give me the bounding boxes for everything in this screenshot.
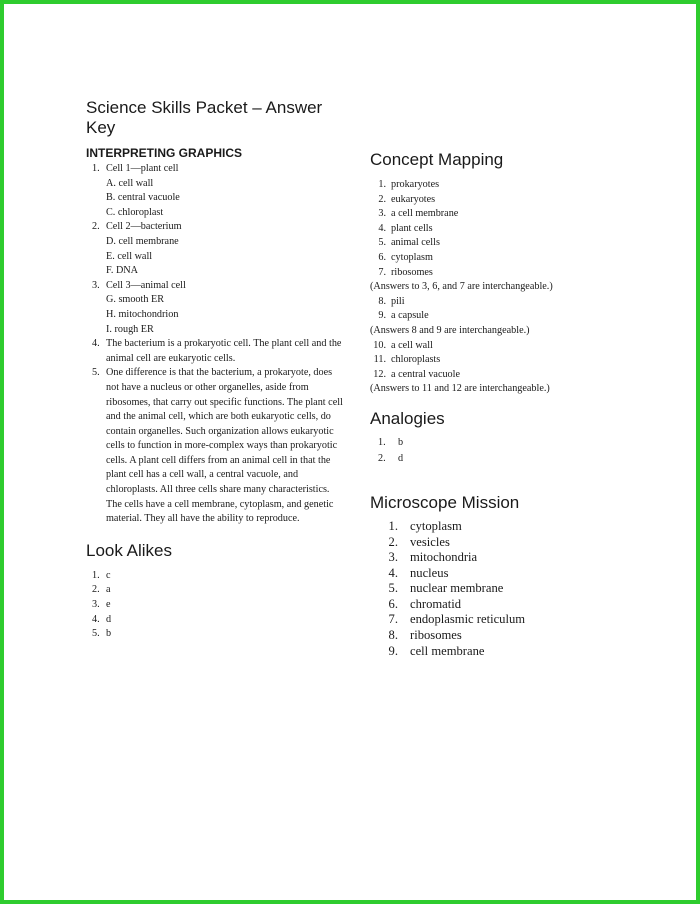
right-column (370, 150, 670, 659)
item-text: plant cells (391, 222, 433, 234)
list-item (370, 207, 670, 222)
item-number: 4. (378, 222, 386, 234)
item-number: 2. (378, 452, 386, 464)
item-number: 2. (378, 193, 386, 205)
list-item (370, 368, 670, 383)
note-text: (Answers to 11 and 12 are interchangeable.) (370, 383, 550, 395)
item-text: e (106, 599, 111, 611)
sub-item: I. rough ER (106, 323, 154, 335)
list-item (86, 583, 346, 598)
item-number: 3. (92, 599, 100, 611)
item-number: 9. (388, 643, 398, 658)
concept-mapping-heading: Concept Mapping (370, 150, 504, 169)
item-text: a cell membrane (391, 208, 459, 220)
list-item (86, 613, 346, 628)
item-text: ribosomes (391, 266, 433, 278)
item-text: cytoplasm (410, 518, 462, 533)
item-text: cytoplasm (391, 251, 433, 263)
item-number: 1. (378, 179, 386, 190)
list-item (370, 644, 670, 660)
item-number: 2. (92, 584, 100, 596)
list-item (370, 266, 670, 281)
list-item (370, 353, 670, 368)
list-item (370, 597, 670, 613)
item-text: Cell 2—bacterium (106, 221, 182, 233)
list-item (370, 193, 670, 208)
item-number: 8. (378, 295, 386, 307)
item-text: b (106, 628, 112, 640)
sub-item: A. cell wall (106, 177, 154, 189)
list-item (86, 337, 346, 366)
item-text: eukaryotes (391, 193, 436, 205)
list-item (370, 295, 670, 310)
list-item (370, 519, 670, 535)
item-number: 12. (373, 368, 386, 380)
item-number: 3. (378, 208, 386, 220)
item-text: a cell wall (391, 339, 433, 351)
list-item (370, 628, 670, 644)
microscope-mission-heading: Microscope Mission (370, 492, 520, 512)
item-text: nucleus (410, 565, 449, 580)
item-text: cell membrane (410, 643, 485, 658)
list-item (370, 581, 670, 597)
item-number: 3. (388, 550, 398, 565)
item-text: vesicles (410, 534, 450, 549)
note-text: (Answers 8 and 9 are interchangeable.) (370, 324, 530, 336)
item-text: Cell 3—animal cell (106, 279, 186, 291)
item-text: c (106, 569, 111, 581)
item-number: 5. (92, 367, 100, 379)
item-text: Cell 1—plant cell (106, 163, 179, 174)
list-item (370, 339, 670, 354)
list-item (86, 569, 346, 584)
list-item (370, 251, 670, 266)
list-item (86, 220, 346, 235)
sub-item: F. DNA (106, 265, 139, 277)
list-item (86, 279, 346, 294)
sub-item: C. chloroplast (106, 206, 164, 218)
list-item (370, 222, 670, 237)
item-text: animal cells (391, 237, 440, 249)
microscope-mission-list (370, 519, 670, 659)
item-number: 1. (92, 163, 100, 174)
item-number: 2. (388, 534, 398, 549)
sub-item: G. smooth ER (106, 294, 165, 306)
item-number: 2. (92, 221, 100, 233)
list-item (370, 309, 670, 324)
list-item (370, 178, 670, 193)
interpreting-graphics-heading: INTERPRETING GRAPHICS (86, 146, 243, 160)
item-text: a central vacuole (391, 368, 461, 380)
item-text: mitochondria (410, 550, 478, 565)
look-alikes-heading: Look Alikes (86, 540, 172, 560)
item-number: 10. (373, 339, 386, 351)
list-item (86, 162, 346, 177)
sub-item: B. central vacuole (106, 192, 180, 204)
sub-item: E. cell wall (106, 250, 153, 262)
item-text: a capsule (391, 310, 429, 322)
item-text: The bacterium is a prokaryotic cell. The plant cell and the animal cell are eukaryotic cells. (106, 338, 342, 364)
item-text: prokaryotes (391, 179, 440, 190)
item-text: pili (391, 295, 405, 307)
item-text: d (106, 613, 112, 625)
list-item (370, 535, 670, 551)
item-number: 9. (378, 310, 386, 322)
concept-mapping-list (370, 178, 670, 397)
list-item (370, 566, 670, 582)
note-text: (Answers to 3, 6, and 7 are interchangeable.) (370, 281, 553, 293)
item-text: chromatid (410, 596, 462, 611)
item-number: 3. (92, 279, 100, 291)
look-alikes-list (86, 569, 346, 642)
item-number: 5. (378, 237, 386, 249)
item-text: d (398, 452, 404, 464)
item-number: 7. (378, 266, 386, 278)
item-text: nuclear membrane (410, 581, 504, 596)
item-number: 1. (92, 569, 100, 581)
page-title: Science Skills Packet – Answer Key (86, 98, 323, 137)
left-column (86, 98, 346, 642)
item-number: 5. (92, 628, 100, 640)
list-item (370, 550, 670, 566)
list-item (86, 598, 346, 613)
item-number: 11. (373, 354, 386, 366)
item-text: b (398, 436, 404, 448)
list-item (370, 435, 670, 451)
item-number: 6. (388, 596, 398, 611)
item-number: 1. (388, 518, 398, 533)
list-item (370, 451, 670, 467)
analogies-list (370, 435, 670, 467)
item-text: endoplasmic reticulum (410, 612, 526, 627)
item-number: 8. (388, 628, 398, 643)
list-item (370, 236, 670, 251)
item-text: chloroplasts (391, 354, 441, 366)
item-number: 5. (388, 581, 398, 596)
sub-item: D. cell membrane (106, 235, 179, 247)
item-number: 4. (92, 338, 100, 350)
item-number: 1. (378, 436, 386, 448)
list-item (370, 612, 670, 628)
item-text: a (106, 584, 111, 596)
analogies-heading: Analogies (370, 408, 445, 428)
item-number: 7. (388, 612, 398, 627)
item-text: ribosomes (410, 628, 462, 643)
item-number: 4. (92, 613, 100, 625)
list-item (86, 627, 346, 642)
list-item (86, 366, 346, 527)
interpreting-graphics-list (86, 162, 346, 527)
item-text: One difference is that the bacterium, a prokaryote, does not have a nucleus or other organelles, aside from ribosomes, that carry out specific functions. The plant cell and the animal cell, which are both eukaryotic cells, do contain organelles. Such organization allows eukaryotic cells to function in more-complex ways than prokaryotic cells. A plant cell differs from an animal cell in that the plant cell has a cell wall, a central vacuole, and chloroplasts. All three cells share many characteristics. The cells have a cell membrane, cytoplasm, and genetic material. They all have the ability to reproduce. (106, 367, 343, 525)
item-number: 6. (378, 251, 386, 263)
item-number: 4. (388, 565, 398, 580)
sub-item: H. mitochondrion (106, 308, 179, 320)
